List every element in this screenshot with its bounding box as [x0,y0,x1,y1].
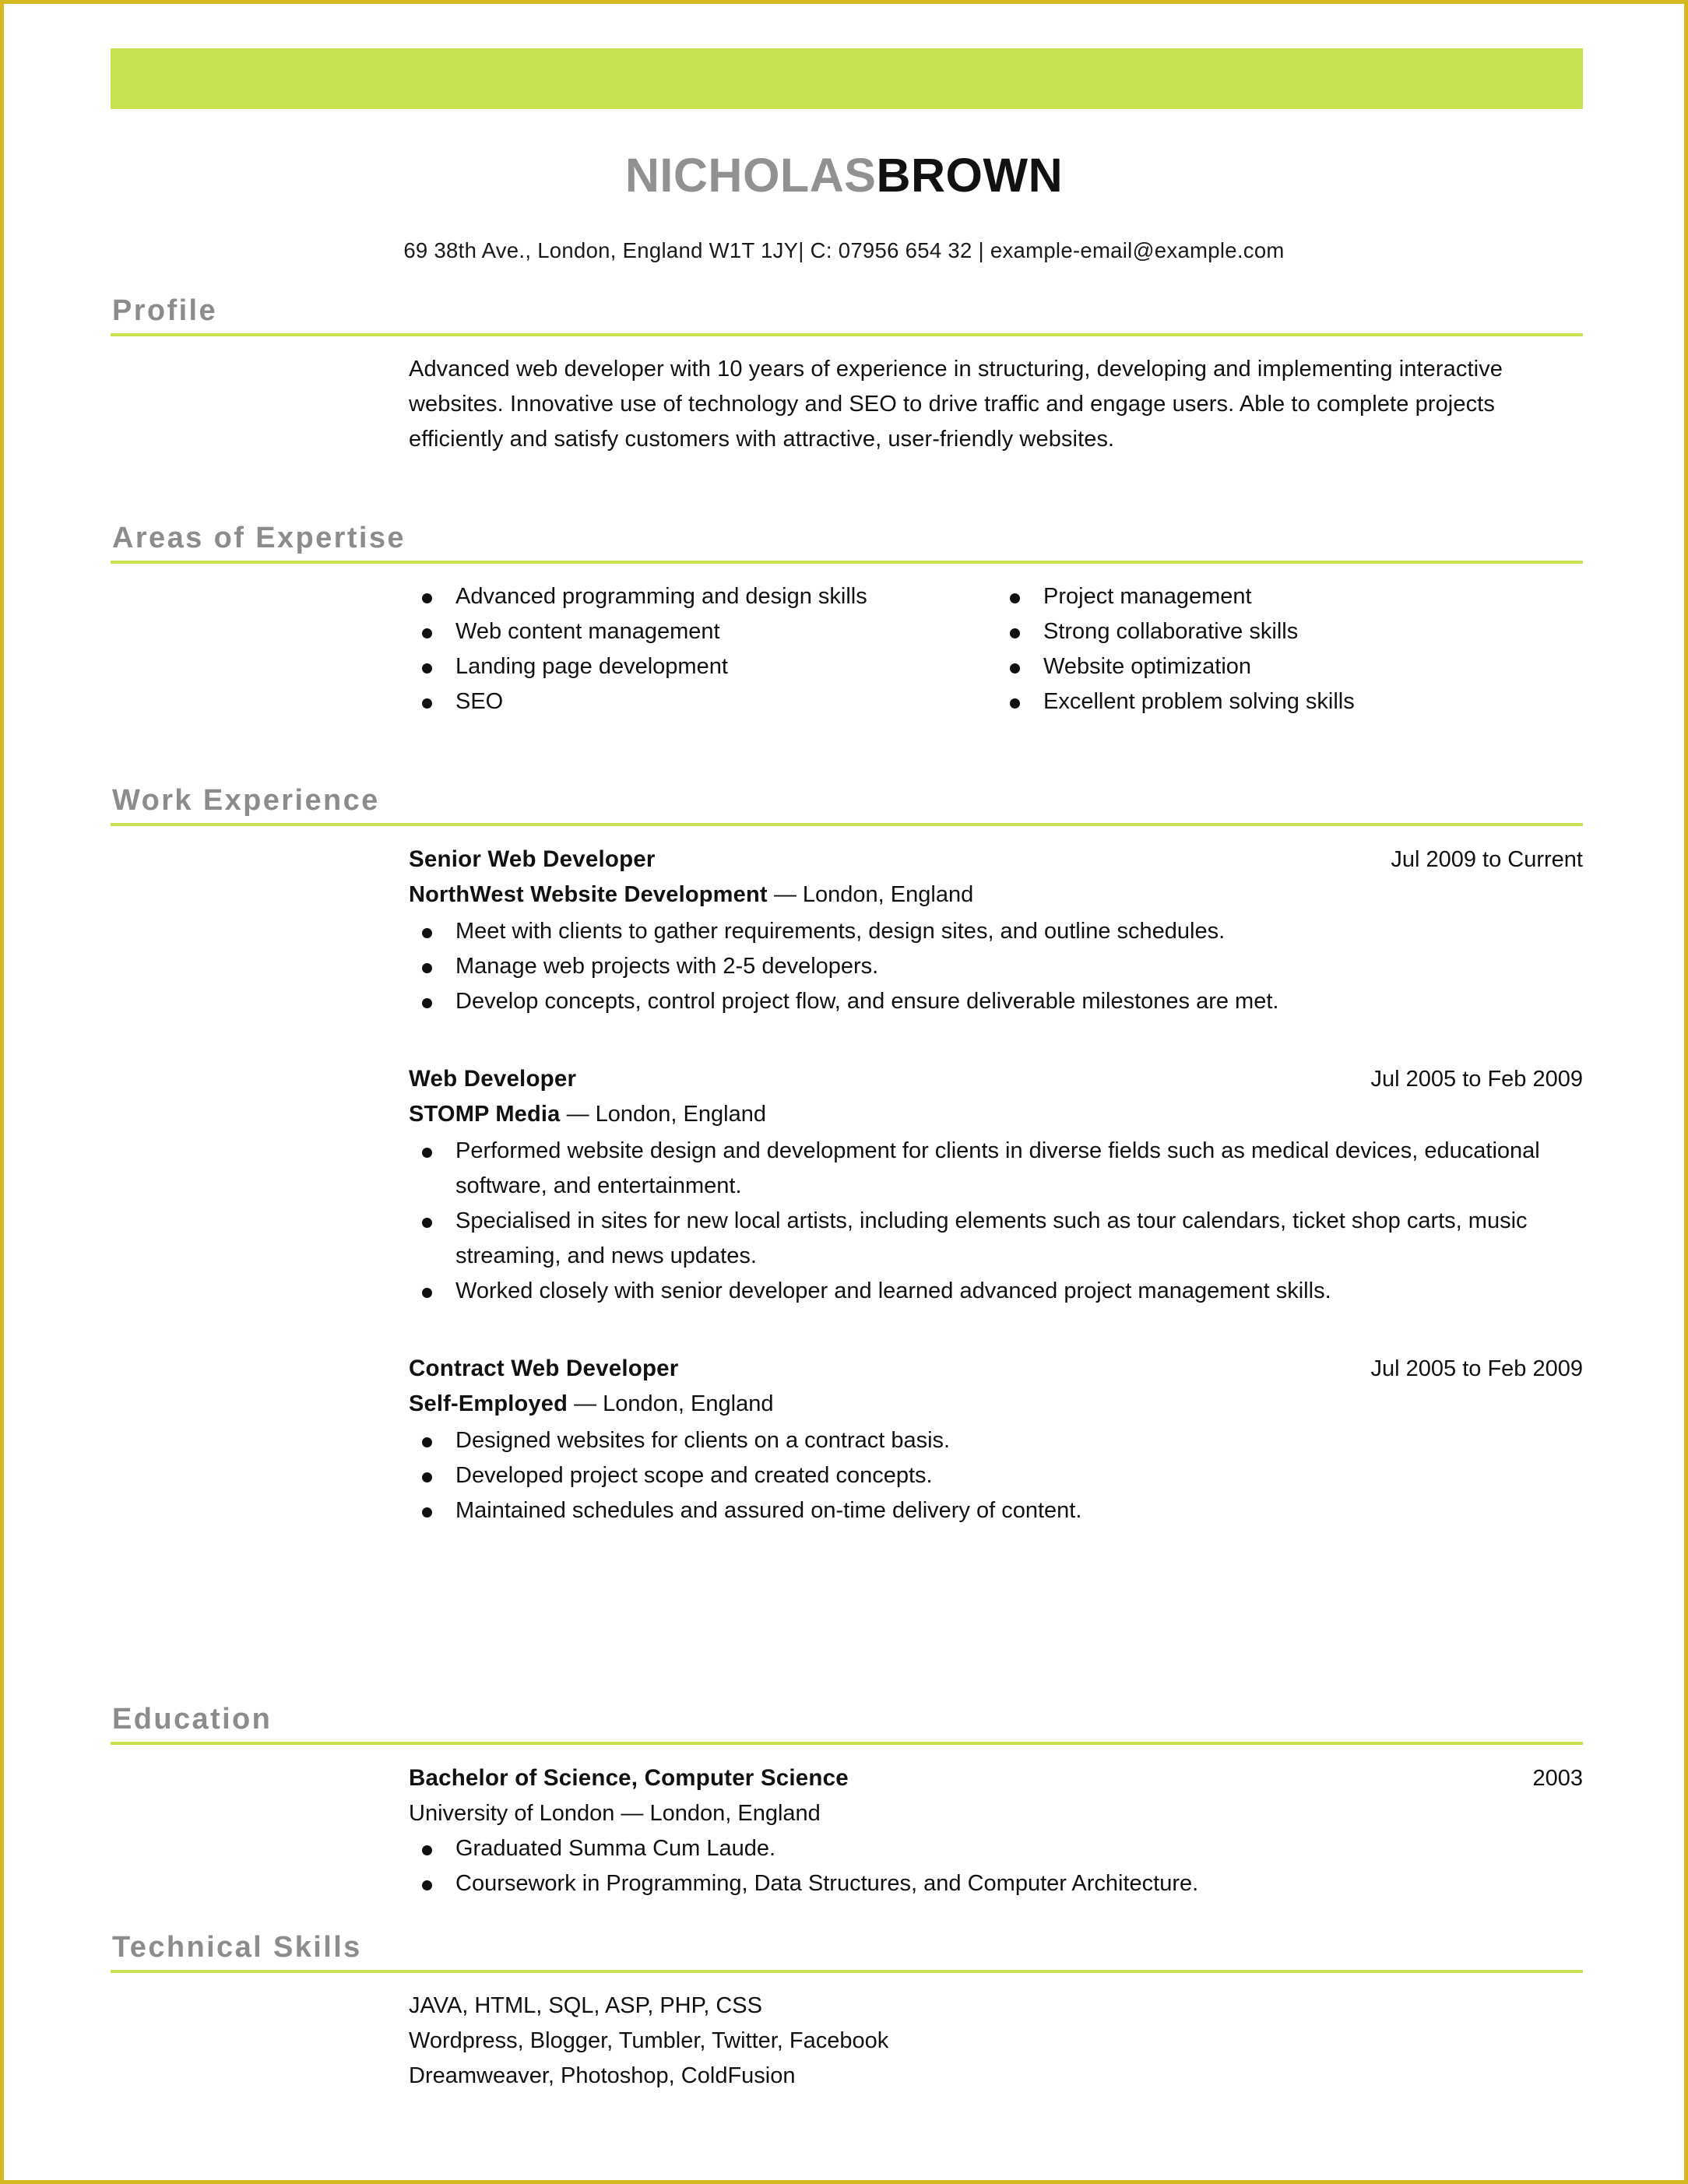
expertise-list-left [409,579,997,719]
list-item: Website optimization [997,649,1583,684]
section-expertise [111,520,1583,719]
skill-line: JAVA, HTML, SQL, ASP, PHP, CSS [409,1993,762,2018]
job-location: — London, England [574,1391,774,1416]
job-bullets [409,1134,1583,1309]
job-location: — London, England [566,1102,766,1127]
spacer [409,1024,1583,1061]
section-work-experience [111,783,1583,1533]
list-item: Specialised in sites for new local artists, including elements such as tour calendars, ticket shop carts, music streaming, and news updates. [409,1204,1583,1274]
resume-paper [4,4,1684,2180]
list-item: SEO [409,684,997,719]
job-entry [409,842,1583,1019]
education-year: 2003 [1532,1766,1583,1791]
contact-line: 69 38th Ave., London, England W1T 1JY| C: 07956 654 32 | example-email@example.com [403,238,1285,262]
list-item: Coursework in Programming, Data Structures, and Computer Architecture. [409,1866,1583,1901]
job-location: — London, England [773,882,974,907]
job-title: Senior Web Developer [409,846,656,872]
list-item: Strong collaborative skills [997,614,1583,649]
list-item: Advanced programming and design skills [409,579,997,614]
list-item: Meet with clients to gather requirements, design sites, and outline schedules. [409,914,1583,949]
candidate-name [4,148,1684,202]
job-dates: Jul 2005 to Feb 2009 [1370,1067,1583,1092]
last-name: BROWN [876,149,1064,202]
list-item: Landing page development [409,649,997,684]
section-title-expertise: Areas of Expertise [112,522,406,554]
profile-text: Advanced web developer with 10 years of experience in structuring, developing and implementing interactive websites. Innovative use of technology and SEO to drive traffic and engage users. Able to complete projects efficiently and satisfy customers with attractive, user-friendly websites. [409,357,1503,452]
job-dates: Jul 2009 to Current [1391,847,1583,872]
list-item: Project management [997,579,1583,614]
job-company: NorthWest Website Development [409,882,768,907]
list-item: Graduated Summa Cum Laude. [409,1831,1583,1866]
list-item: Developed project scope and created concepts. [409,1458,1583,1493]
list-item: Manage web projects with 2-5 developers. [409,949,1583,984]
skill-line: Dreamweaver, Photoshop, ColdFusion [409,2063,796,2088]
list-item: Designed websites for clients on a contract basis. [409,1423,1583,1458]
job-dates: Jul 2005 to Feb 2009 [1370,1356,1583,1381]
section-title-technical-skills: Technical Skills [112,1931,362,1964]
list-item: Develop concepts, control project flow, and ensure deliverable milestones are met. [409,984,1583,1019]
spacer [409,1314,1583,1351]
list-item: Maintained schedules and assured on-time delivery of content. [409,1493,1583,1528]
job-bullets [409,914,1583,1019]
job-title: Web Developer [409,1066,577,1092]
education-degree: Bachelor of Science, Computer Science [409,1765,849,1791]
job-title: Contract Web Developer [409,1356,679,1381]
section-title-profile: Profile [112,294,218,327]
first-name: NICHOLAS [624,149,877,202]
job-entry [409,1351,1583,1528]
job-entry [409,1061,1583,1309]
education-school: University of London — London, England [409,1801,821,1826]
job-bullets [409,1423,1583,1528]
section-technical-skills [111,1929,1583,2094]
list-item: Worked closely with senior developer and learned advanced project management skills. [409,1274,1583,1309]
job-company: Self-Employed [409,1391,568,1416]
job-company: STOMP Media [409,1102,561,1127]
header-green-banner [111,48,1583,109]
section-profile [111,293,1583,457]
section-title-work-experience: Work Experience [112,784,380,817]
list-item: Web content management [409,614,997,649]
skill-line: Wordpress, Blogger, Tumbler, Twitter, Facebook [409,2028,889,2053]
expertise-list-right [997,579,1583,719]
section-education [111,1701,1583,1901]
list-item: Excellent problem solving skills [997,684,1583,719]
education-bullets [409,1831,1583,1901]
list-item: Performed website design and development for clients in diverse fields such as medical devices, educational software, and entertainment. [409,1134,1583,1204]
section-title-education: Education [112,1703,273,1736]
